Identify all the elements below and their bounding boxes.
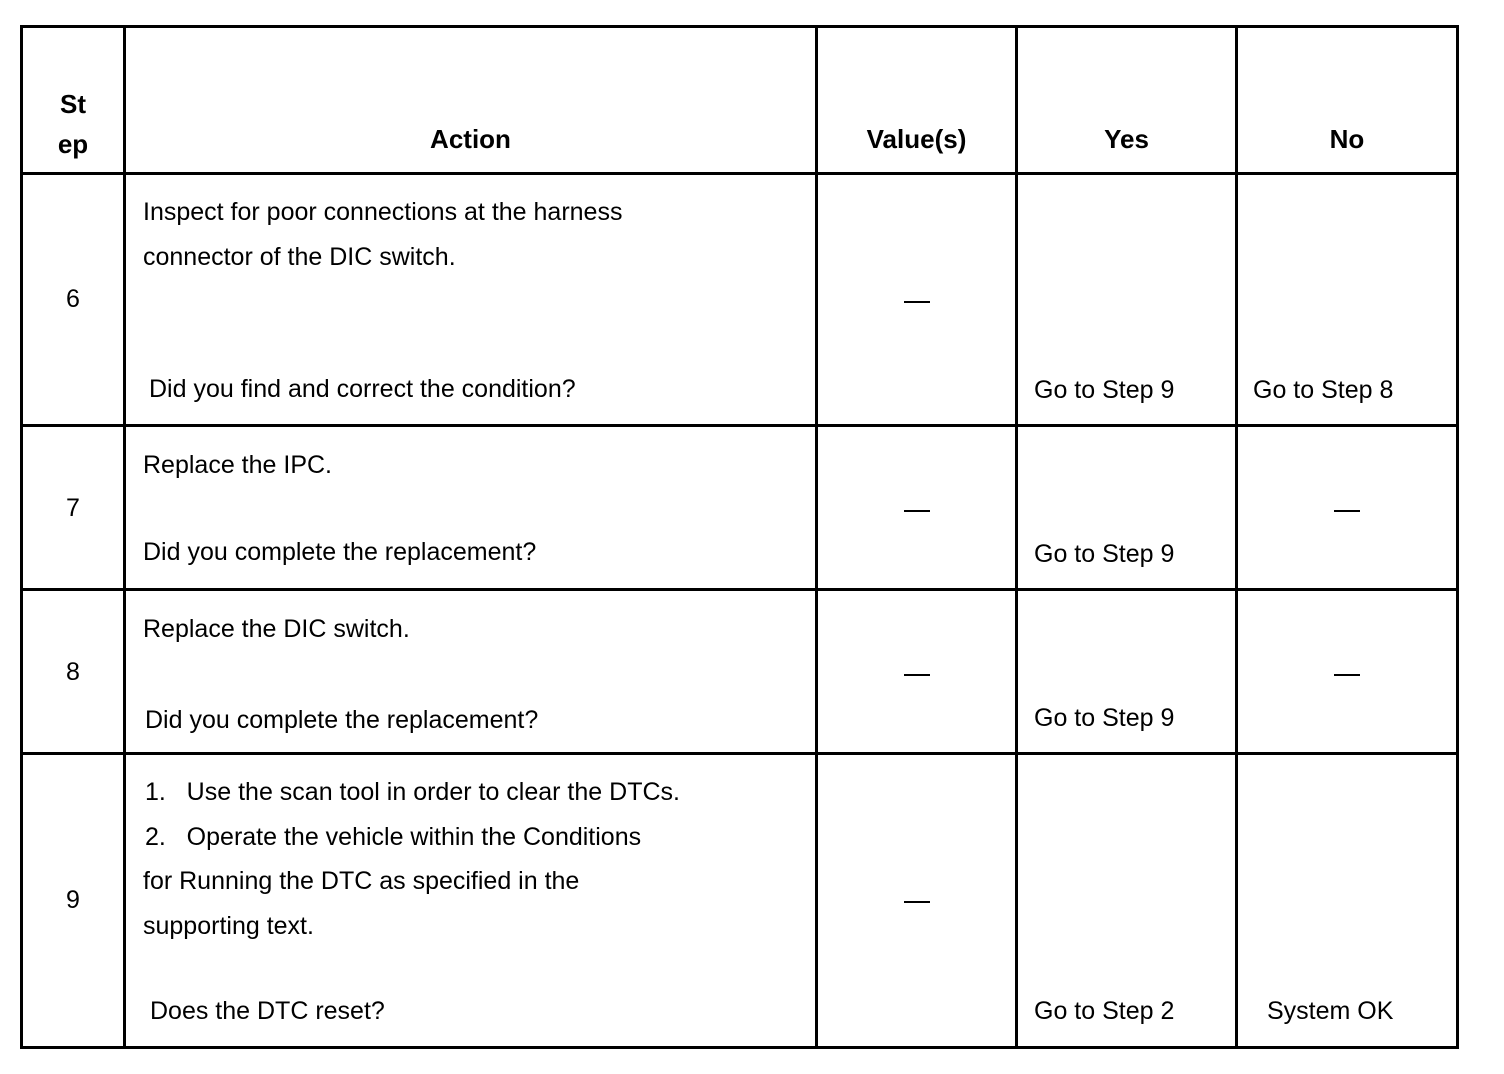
yes-cell	[1017, 426, 1237, 590]
header-no	[1237, 27, 1458, 174]
action-text: Inspect for poor connections at the harness	[143, 198, 623, 226]
step-cell	[22, 174, 125, 426]
em-dash	[904, 901, 930, 903]
step-number: 7	[66, 494, 80, 522]
no-result: System OK	[1267, 997, 1394, 1025]
header-action-label: Action	[430, 124, 511, 154]
action-question: Does the DTC reset?	[150, 997, 385, 1025]
step-number: 8	[66, 658, 80, 686]
value-cell	[817, 174, 1017, 426]
yes-cell	[1017, 754, 1237, 1048]
header-values	[817, 27, 1017, 174]
no-cell	[1237, 426, 1458, 590]
action-text: for Running the DTC as specified in the	[143, 867, 580, 895]
header-yes	[1017, 27, 1237, 174]
yes-result: Go to Step 9	[1034, 540, 1175, 568]
header-yes-label: Yes	[1104, 124, 1149, 154]
step-number: 9	[66, 886, 80, 914]
no-result: Go to Step 8	[1253, 376, 1394, 404]
header-step	[22, 27, 125, 174]
action-question: Did you find and correct the condition?	[149, 375, 576, 403]
em-dash	[1334, 510, 1360, 512]
action-text: connector of the DIC switch.	[143, 243, 456, 271]
table-row	[22, 174, 1458, 426]
header-row	[22, 27, 1458, 174]
table-row	[22, 426, 1458, 590]
step-cell	[22, 426, 125, 590]
em-dash	[904, 674, 930, 676]
step-number: 6	[66, 285, 80, 313]
yes-cell	[1017, 174, 1237, 426]
header-values-label: Value(s)	[866, 124, 967, 154]
em-dash	[904, 510, 930, 512]
action-text: Replace the IPC.	[143, 451, 332, 479]
yes-result: Go to Step 2	[1034, 997, 1175, 1025]
action-question: Did you complete the replacement?	[145, 706, 539, 734]
step-cell	[22, 754, 125, 1048]
action-question: Did you complete the replacement?	[143, 538, 537, 566]
em-dash	[904, 301, 930, 303]
no-cell	[1237, 590, 1458, 754]
action-cell	[125, 754, 817, 1048]
table-row	[22, 590, 1458, 754]
yes-cell	[1017, 590, 1237, 754]
value-cell	[817, 426, 1017, 590]
action-list-item: 2. Operate the vehicle within the Conditions	[145, 823, 642, 851]
table-row	[22, 754, 1458, 1048]
action-cell	[125, 590, 817, 754]
em-dash	[1334, 674, 1360, 676]
value-cell	[817, 754, 1017, 1048]
action-text: supporting text.	[143, 912, 314, 940]
no-cell	[1237, 754, 1458, 1048]
value-cell	[817, 590, 1017, 754]
header-no-label: No	[1329, 124, 1365, 154]
header-step-line2: ep	[57, 129, 89, 159]
diagnostic-table	[20, 25, 1459, 1049]
no-cell	[1237, 174, 1458, 426]
header-action	[125, 27, 817, 174]
action-cell	[125, 174, 817, 426]
action-list-item: 1. Use the scan tool in order to clear the DTCs.	[145, 778, 680, 806]
header-step-line1: St	[60, 89, 86, 119]
action-text: Replace the DIC switch.	[143, 615, 410, 643]
yes-result: Go to Step 9	[1034, 704, 1175, 732]
step-cell	[22, 590, 125, 754]
yes-result: Go to Step 9	[1034, 376, 1175, 404]
action-cell	[125, 426, 817, 590]
